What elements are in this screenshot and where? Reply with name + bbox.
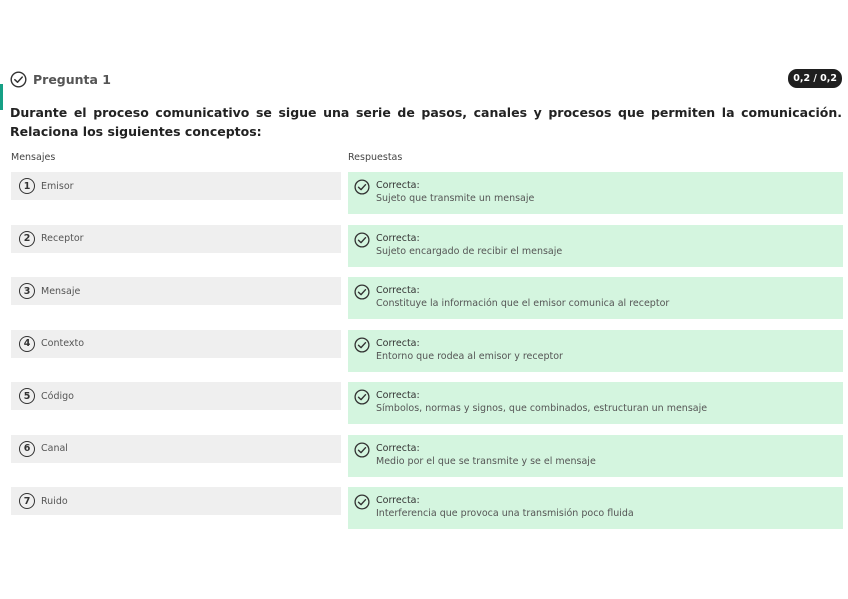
answer-value: Medio por el que se transmite y se el mensaje — [376, 455, 596, 467]
match-row — [11, 435, 843, 488]
score-badge: 0,2 / 0,2 — [788, 69, 842, 88]
message-item — [11, 172, 341, 200]
item-number-badge: 4 — [19, 336, 35, 352]
message-item — [11, 382, 341, 410]
match-row — [11, 487, 843, 540]
message-label: Mensaje — [41, 285, 81, 297]
message-label: Ruido — [41, 495, 68, 507]
answer-item — [348, 277, 843, 319]
answer-value: Entorno que rodea al emisor y receptor — [376, 350, 563, 362]
answer-status: Correcta: — [376, 442, 420, 454]
check-circle-icon — [354, 494, 370, 510]
answer-item — [348, 172, 843, 214]
match-row — [11, 382, 843, 435]
message-item — [11, 487, 341, 515]
item-number-badge: 7 — [19, 493, 35, 509]
message-item — [11, 225, 341, 253]
match-rows — [11, 172, 843, 540]
answer-value: Símbolos, normas y signos, que combinados, estructuran un mensaje — [376, 403, 708, 414]
answer-status: Correcta: — [376, 232, 420, 244]
left-accent-bar — [0, 84, 3, 110]
item-number-badge: 5 — [19, 388, 35, 404]
answer-item — [348, 435, 843, 477]
item-number-badge: 6 — [19, 441, 35, 457]
answer-status: Correcta: — [376, 180, 420, 191]
message-item — [11, 277, 341, 305]
match-row — [11, 277, 843, 330]
check-circle-icon — [354, 284, 370, 300]
answer-value: Constituye la información que el emisor comunica al receptor — [376, 298, 670, 309]
item-number-badge: 1 — [19, 178, 35, 194]
answer-item — [348, 330, 843, 372]
answer-status: Correcta: — [376, 495, 420, 506]
answer-status: Correcta: — [376, 390, 420, 401]
match-row — [11, 225, 843, 278]
message-label: Emisor — [41, 180, 74, 192]
message-item — [11, 435, 341, 463]
answer-value: Sujeto encargado de recibir el mensaje — [376, 245, 563, 257]
answer-item — [348, 382, 843, 424]
answer-item — [348, 487, 843, 529]
message-label: Canal — [41, 443, 68, 454]
message-label: Contexto — [41, 338, 85, 349]
check-circle-icon — [354, 232, 370, 248]
check-circle-icon — [354, 389, 370, 405]
answer-item — [348, 225, 843, 267]
answer-value: Sujeto que transmite un mensaje — [376, 193, 535, 204]
question-title: Pregunta 1 — [33, 71, 112, 87]
question-text: Durante el proceso comunicativo se sigue una serie de pasos, canales y procesos que permiten la comunicación. Relaciona los siguientes conceptos: — [10, 105, 842, 139]
item-number-badge: 2 — [19, 231, 35, 247]
message-item — [11, 330, 341, 358]
match-row — [11, 330, 843, 383]
check-circle-icon — [10, 71, 27, 88]
item-number-badge: 3 — [19, 283, 35, 299]
answer-status: Correcta: — [376, 337, 420, 349]
check-circle-icon — [354, 179, 370, 195]
check-circle-icon — [354, 442, 370, 458]
message-label: Código — [41, 390, 74, 402]
match-row — [11, 172, 843, 225]
answer-status: Correcta: — [376, 285, 420, 296]
messages-column-label: Mensajes — [11, 152, 56, 163]
message-label: Receptor — [41, 233, 84, 244]
check-circle-icon — [354, 337, 370, 353]
question-header — [10, 69, 842, 89]
answers-column-label: Respuestas — [348, 152, 403, 163]
answer-value: Interferencia que provoca una transmisión poco fluida — [376, 508, 634, 519]
